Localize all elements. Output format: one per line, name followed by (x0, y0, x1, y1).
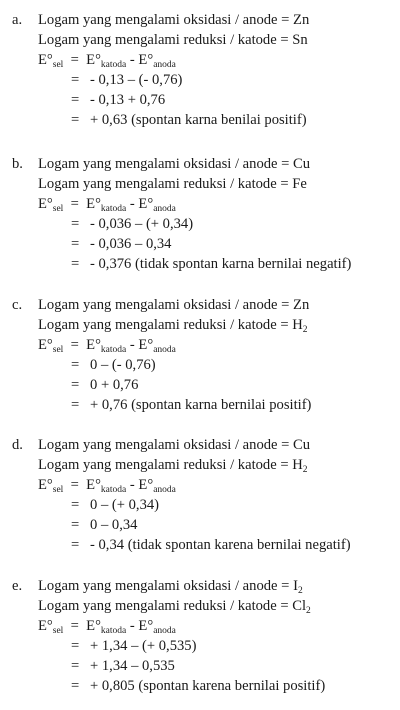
cell-potential-formula (38, 194, 176, 214)
calculation-step: 0 – 0,34 (90, 517, 138, 533)
reduction-metal-subscript: 2 (302, 465, 308, 475)
calculation-step: - 0,13 + 0,76 (90, 92, 166, 108)
e-cell-symbol: E° (38, 477, 53, 493)
step-equals-sign: = (71, 112, 80, 128)
step-equals-sign: = (71, 72, 80, 88)
e-cell-subscript: sel (52, 485, 64, 495)
e-cell-subscript: sel (52, 626, 64, 636)
item-marker: b. (12, 156, 23, 172)
reduction-prefix: Logam yang mengalami reduksi / katode = (38, 598, 293, 614)
e-anode-symbol: E° (138, 618, 154, 634)
cell-potential-formula (38, 50, 176, 70)
e-cell-subscript: sel (52, 204, 64, 214)
minus-sign: - (126, 477, 139, 493)
e-anode-symbol: E° (138, 52, 154, 68)
calculation-step: 0 – (+ 0,34) (90, 497, 160, 513)
calculation-step: 0 + 0,76 (90, 377, 139, 393)
e-cathode-symbol: E° (86, 618, 101, 634)
e-cathode-symbol: E° (86, 337, 101, 353)
e-cell-subscript: sel (52, 345, 64, 355)
step-equals-sign: = (71, 517, 80, 533)
step-equals-sign: = (71, 256, 80, 272)
reduction-line (38, 315, 308, 335)
e-cell-subscript: sel (52, 60, 64, 70)
reduction-metal: H (292, 317, 303, 333)
reduction-metal: Cl (292, 598, 307, 614)
calculation-step: 0 – (- 0,76) (90, 357, 156, 373)
e-cathode-subscript: katoda (100, 60, 127, 70)
step-equals-sign: = (71, 236, 80, 252)
minus-sign: - (126, 52, 139, 68)
step-equals-sign: = (71, 92, 80, 108)
reduction-line (38, 596, 311, 616)
calculation-step: - 0,036 – (+ 0,34) (90, 216, 194, 232)
e-anode-subscript: anoda (153, 626, 176, 636)
reduction-prefix: Logam yang mengalami reduksi / katode = (38, 32, 293, 48)
reduction-line (38, 455, 308, 475)
oxidation-line (38, 576, 303, 596)
reduction-metal: Sn (292, 32, 308, 48)
reduction-line (38, 174, 307, 194)
calculation-step: - 0,13 – (- 0,76) (90, 72, 183, 88)
e-anode-symbol: E° (138, 337, 154, 353)
cell-potential-formula (38, 475, 176, 495)
step-equals-sign: = (71, 377, 80, 393)
calculation-result: - 0,376 (tidak spontan karna bernilai negatif) (90, 256, 352, 272)
calculation-result: + 0,805 (spontan karena bernilai positif) (90, 678, 326, 694)
e-cell-symbol: E° (38, 337, 53, 353)
equals-sign: = (70, 618, 79, 634)
minus-sign: - (126, 196, 139, 212)
step-equals-sign: = (71, 497, 80, 513)
e-cathode-subscript: katoda (100, 485, 127, 495)
reduction-metal-subscript: 2 (306, 606, 311, 616)
equals-sign: = (70, 52, 79, 68)
step-equals-sign: = (71, 216, 80, 232)
calculation-result: + 0,63 (spontan karna benilai positif) (90, 112, 307, 128)
reduction-metal-subscript: 2 (302, 325, 308, 335)
e-anode-subscript: anoda (153, 204, 176, 214)
e-anode-symbol: E° (138, 196, 154, 212)
e-cathode-subscript: katoda (100, 626, 127, 636)
equals-sign: = (70, 196, 79, 212)
reduction-prefix: Logam yang mengalami reduksi / katode = (38, 176, 293, 192)
reduction-prefix: Logam yang mengalami reduksi / katode = (38, 457, 293, 473)
e-cathode-subscript: katoda (100, 345, 127, 355)
step-equals-sign: = (71, 397, 80, 413)
calculation-result: + 0,76 (spontan karna bernilai positif) (90, 397, 312, 413)
oxidation-line: Logam yang mengalami oksidasi / anode = Cu (38, 156, 311, 172)
e-cathode-subscript: katoda (100, 204, 127, 214)
item-marker: e. (12, 578, 23, 594)
reduction-line (38, 30, 308, 50)
minus-sign: - (126, 337, 139, 353)
reduction-metal: Fe (292, 176, 307, 192)
calculation-step: + 1,34 – 0,535 (90, 658, 175, 674)
reduction-prefix: Logam yang mengalami reduksi / katode = (38, 317, 293, 333)
oxidation-line: Logam yang mengalami oksidasi / anode = Zn (38, 297, 310, 313)
cell-potential-formula (38, 616, 176, 636)
e-anode-subscript: anoda (153, 60, 176, 70)
reduction-metal: H (292, 457, 303, 473)
e-cell-symbol: E° (38, 52, 53, 68)
e-cell-symbol: E° (38, 196, 53, 212)
cell-potential-formula (38, 335, 176, 355)
e-anode-symbol: E° (138, 477, 154, 493)
step-equals-sign: = (71, 357, 80, 373)
minus-sign: - (126, 618, 139, 634)
item-marker: c. (12, 297, 23, 313)
e-cathode-symbol: E° (86, 52, 101, 68)
step-equals-sign: = (71, 537, 80, 553)
oxidation-metal: I (293, 578, 298, 594)
calculation-step: - 0,036 – 0,34 (90, 236, 172, 252)
calculation-step: + 1,34 – (+ 0,535) (90, 638, 197, 654)
calculation-result: - 0,34 (tidak spontan karena bernilai negatif) (90, 537, 351, 553)
equals-sign: = (70, 477, 79, 493)
step-equals-sign: = (71, 638, 80, 654)
e-cathode-symbol: E° (86, 477, 101, 493)
oxidation-line: Logam yang mengalami oksidasi / anode = Zn (38, 12, 310, 28)
oxidation-line: Logam yang mengalami oksidasi / anode = Cu (38, 437, 311, 453)
e-cathode-symbol: E° (86, 196, 101, 212)
equals-sign: = (70, 337, 79, 353)
step-equals-sign: = (71, 658, 80, 674)
item-marker: a. (12, 12, 23, 28)
oxidation-metal-subscript: 2 (297, 586, 303, 596)
oxidation-prefix: Logam yang mengalami oksidasi / anode = (38, 578, 294, 594)
step-equals-sign: = (71, 678, 80, 694)
e-anode-subscript: anoda (153, 345, 176, 355)
item-marker: d. (12, 437, 23, 453)
e-anode-subscript: anoda (153, 485, 176, 495)
e-cell-symbol: E° (38, 618, 53, 634)
